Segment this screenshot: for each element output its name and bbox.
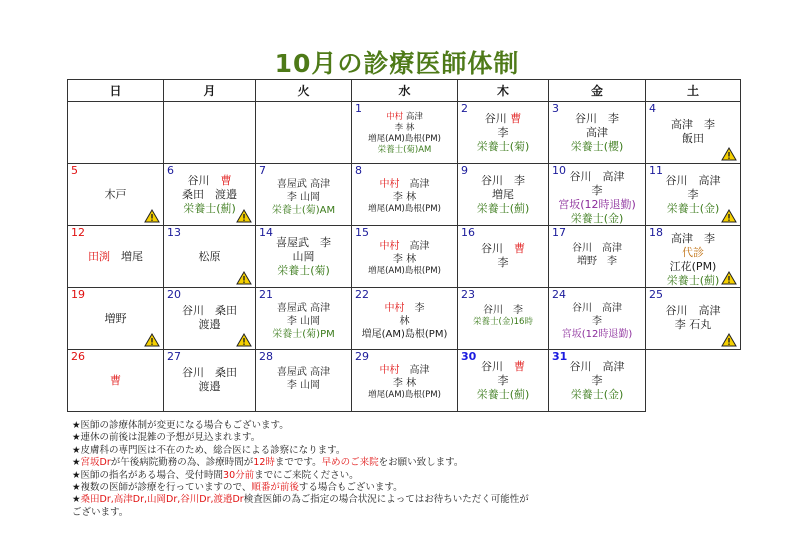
- day-number: 5: [71, 164, 78, 177]
- calendar-day-cell: [68, 350, 164, 412]
- note-text: 12時: [253, 457, 275, 469]
- cell-text: 高津: [399, 179, 430, 190]
- cell-line: [256, 178, 351, 191]
- warning-icon: [236, 208, 252, 222]
- cell-line: [352, 302, 457, 315]
- weekday-fri: 金: [549, 80, 646, 102]
- day-number: 1: [355, 102, 362, 115]
- cell-text: 李 林: [392, 378, 417, 389]
- day-number: 24: [552, 288, 566, 301]
- cell-line: [549, 140, 645, 154]
- cell-text: 増尾(AM)島根(PM): [368, 266, 441, 276]
- cell-line: [458, 126, 548, 140]
- cell-text: 栄養士(菊): [277, 264, 330, 277]
- cell-line: [646, 232, 740, 246]
- cell-text: 李: [591, 184, 603, 197]
- cell-text: 栄養士(薊): [666, 274, 720, 287]
- calendar-week-row: [68, 350, 741, 412]
- day-number: 15: [355, 226, 369, 239]
- cell-text: 李 山岡: [286, 316, 321, 327]
- day-number: 10: [552, 164, 566, 177]
- calendar-day-cell: [352, 226, 458, 288]
- note-text: 早めのご来院: [321, 457, 379, 469]
- cell-line: [458, 202, 548, 216]
- day-number: 26: [71, 350, 85, 363]
- cell-line: [68, 188, 163, 202]
- day-number: 13: [167, 226, 181, 239]
- warning-icon: [721, 332, 737, 346]
- cell-text: 渡邉: [198, 318, 221, 331]
- cell-line: [458, 256, 548, 270]
- cell-text: 李: [687, 188, 699, 201]
- cell-text: 李: [591, 374, 603, 387]
- cell-text: 谷川: [187, 174, 221, 187]
- note-text: する場合もございます。: [298, 482, 403, 494]
- cell-text: 谷川 桑田: [182, 366, 237, 379]
- note-text: ★皮膚科の専門医は不在のため、総合医による診察になります。: [72, 444, 346, 456]
- note-text: ★医師の診療体制が変更になる場合もございます。: [72, 420, 289, 431]
- calendar-day-cell: [352, 102, 458, 164]
- page-title: 10月の診療医師体制: [274, 49, 520, 78]
- note-text: 30分前: [223, 469, 255, 481]
- cell-line: [549, 360, 645, 374]
- cell-line: [458, 174, 548, 188]
- calendar-day-cell: [256, 164, 352, 226]
- cell-line: [256, 236, 351, 250]
- cell-text: 栄養士(薊): [183, 202, 236, 215]
- cell-text: 代診: [682, 246, 704, 259]
- cell-text: 栄養士(金): [570, 388, 624, 401]
- cell-text: 谷川 李: [481, 174, 525, 187]
- cell-text: 谷川 李: [483, 305, 523, 316]
- day-number: 27: [167, 350, 181, 363]
- weekday-tue: 火: [256, 80, 352, 102]
- calendar-day-cell: [164, 226, 256, 288]
- cell-text: 高津 李: [671, 232, 715, 245]
- cell-text: 栄養士(金): [570, 212, 624, 225]
- cell-line: [352, 377, 457, 390]
- note-line: [72, 445, 772, 457]
- cell-line: [352, 178, 457, 191]
- cell-text: 宮坂(12時退勤): [561, 329, 633, 340]
- cell-line: [256, 302, 351, 315]
- calendar-week-row: [68, 102, 741, 164]
- calendar-day-cell: [68, 102, 164, 164]
- cell-text: 増野: [104, 312, 127, 325]
- cell-text: 谷川 桑田: [182, 304, 237, 317]
- cell-text: 中村: [384, 303, 405, 314]
- cell-line: [352, 134, 457, 145]
- cell-text: 曹: [514, 360, 525, 373]
- cell-line: [352, 266, 457, 277]
- day-number: 12: [71, 226, 85, 239]
- note-text: までにご来院ください。: [254, 469, 359, 481]
- calendar-table: [67, 79, 741, 412]
- day-number: 22: [355, 288, 369, 301]
- cell-text: 李: [404, 303, 425, 314]
- cell-text: 増尾: [110, 250, 143, 263]
- warning-icon: [144, 332, 160, 346]
- cell-text: 谷川 李: [575, 112, 619, 125]
- calendar-day-cell: [458, 164, 549, 226]
- calendar-week-row: [68, 164, 741, 226]
- cell-text: 栄養士(菊): [476, 140, 530, 153]
- cell-line: [549, 198, 645, 212]
- cell-text: 栄養士(櫻): [570, 140, 624, 153]
- day-number: 28: [259, 350, 273, 363]
- note-text: 桑田Dr,高津Dr,山岡Dr,谷川Dr,渡邉Dr: [80, 494, 244, 506]
- cell-line: [352, 145, 457, 156]
- cell-text: 増尾(AM)島根(PM): [361, 329, 448, 340]
- cell-text: 谷川 高津: [665, 174, 721, 187]
- cell-text: 宮坂(12時退勤): [558, 198, 636, 211]
- calendar-day-cell: [458, 288, 549, 350]
- cell-text: 増尾(AM)島根(PM): [368, 390, 441, 400]
- cell-text: 増野 李: [577, 256, 617, 267]
- calendar-day-cell: [68, 164, 164, 226]
- calendar-day-cell: [549, 226, 646, 288]
- cell-text: 谷川 高津: [569, 360, 625, 373]
- cell-line: [256, 379, 351, 392]
- cell-text: 谷川: [481, 360, 514, 373]
- cell-line: [164, 318, 255, 332]
- cell-line: [458, 188, 548, 202]
- cell-line: [352, 364, 457, 377]
- cell-line: [549, 112, 645, 126]
- cell-text: 林: [399, 316, 410, 327]
- calendar-day-cell: [458, 226, 549, 288]
- day-number: 21: [259, 288, 273, 301]
- day-number: 8: [355, 164, 362, 177]
- cell-line: [458, 242, 548, 256]
- note-text: ★連休の前後は混雑の予想が見込まれます。: [72, 432, 261, 444]
- cell-text: 曹: [220, 174, 232, 187]
- calendar-day-cell: [164, 350, 256, 412]
- day-number: 7: [259, 164, 266, 177]
- calendar-day-cell: [256, 226, 352, 288]
- calendar-day-cell: [352, 350, 458, 412]
- cell-text: 中村: [379, 365, 400, 376]
- note-text: をお願い致します。: [378, 457, 464, 469]
- cell-line: [646, 246, 740, 260]
- cell-line: [352, 112, 457, 123]
- cell-text: 高津: [399, 241, 430, 252]
- calendar-day-cell: [549, 350, 646, 412]
- cell-text: 谷川: [484, 112, 511, 125]
- note-line: [72, 494, 772, 506]
- cell-text: 中村: [379, 179, 400, 190]
- day-number: 17: [552, 226, 566, 239]
- cell-line: [549, 302, 645, 315]
- cell-text: 高津: [403, 112, 423, 122]
- cell-line: [458, 112, 548, 126]
- calendar-day-cell: [164, 288, 256, 350]
- cell-line: [549, 328, 645, 341]
- calendar-day-cell: [164, 164, 256, 226]
- calendar-week-row: [68, 226, 741, 288]
- calendar-day-cell: [646, 102, 741, 164]
- cell-text: 栄養士(金)16時: [473, 317, 533, 327]
- cell-text: 栄養士(菊)PM: [272, 329, 335, 340]
- day-number: 6: [167, 164, 174, 177]
- cell-line: [458, 140, 548, 154]
- calendar-day-cell: [256, 102, 352, 164]
- cell-line: [164, 366, 255, 380]
- cell-line: [256, 366, 351, 379]
- day-number: 16: [461, 226, 475, 239]
- cell-text: 李 林: [392, 192, 417, 203]
- cell-line: [256, 250, 351, 264]
- cell-line: [352, 315, 457, 328]
- cell-line: [68, 374, 163, 388]
- note-text: ★医師の指名がある場合、受付時間: [72, 469, 224, 481]
- note-text: 順番が前後: [251, 482, 299, 494]
- cell-line: [256, 328, 351, 341]
- weekday-sat: 土: [646, 80, 741, 102]
- note-text: 検査医師の為ご指定の場合状況によってはお待ちいただく可能性が: [243, 494, 529, 506]
- cell-line: [646, 174, 740, 188]
- cell-line: [68, 250, 163, 264]
- cell-text: 栄養士(菊)AM: [377, 145, 432, 155]
- calendar-day-cell: [549, 102, 646, 164]
- note-line: [72, 482, 772, 494]
- cell-text: 谷川 高津: [572, 303, 622, 314]
- day-number: 18: [649, 226, 663, 239]
- day-number: 30: [461, 350, 477, 363]
- cell-text: 李 林: [394, 123, 415, 133]
- cell-text: 谷川 高津: [569, 170, 625, 183]
- cell-text: 増尾: [492, 188, 514, 201]
- day-number: 2: [461, 102, 468, 115]
- cell-line: [549, 242, 645, 255]
- note-line: [72, 457, 772, 469]
- cell-text: 李 山岡: [286, 192, 321, 203]
- calendar-day-cell: [68, 226, 164, 288]
- cell-text: 栄養士(薊): [476, 388, 530, 401]
- cell-line: [646, 118, 740, 132]
- weekday-wed: 水: [352, 80, 458, 102]
- cell-line: [164, 250, 255, 264]
- notes-section: [72, 420, 772, 519]
- weekday-thu: 木: [458, 80, 549, 102]
- cell-line: [549, 374, 645, 388]
- cell-line: [164, 174, 255, 188]
- cell-text: 曹: [110, 374, 121, 387]
- note-text: が午後病院勤務の為、診療時間が: [110, 457, 254, 469]
- cell-text: 木戸: [104, 188, 127, 201]
- note-text: 宮坂Dr: [80, 457, 111, 469]
- note-line: [72, 420, 772, 432]
- calendar-day-cell: [646, 226, 741, 288]
- cell-text: 中村: [386, 112, 404, 122]
- cell-text: 喜屋武 高津: [276, 367, 331, 378]
- weekday-sun: 日: [68, 80, 164, 102]
- cell-text: 喜屋武 高津: [276, 303, 331, 314]
- cell-line: [164, 188, 255, 202]
- day-number: 25: [649, 288, 663, 301]
- cell-text: 曹: [514, 242, 525, 255]
- cell-text: 谷川 高津: [665, 304, 721, 317]
- cell-text: 李 石丸: [674, 318, 712, 331]
- calendar-day-cell: [256, 350, 352, 412]
- calendar-day-cell: [458, 350, 549, 412]
- cell-text: 喜屋武 高津: [276, 179, 331, 190]
- weekday-header-row: [68, 80, 741, 102]
- day-number: 19: [71, 288, 85, 301]
- cell-text: 谷川: [481, 242, 514, 255]
- cell-line: [256, 315, 351, 328]
- cell-text: 李 山岡: [286, 380, 321, 391]
- day-number: 20: [167, 288, 181, 301]
- cell-text: 栄養士(菊)AM: [271, 205, 336, 216]
- cell-text: 中村: [379, 241, 400, 252]
- cell-text: 李: [497, 374, 509, 387]
- cell-text: 曹: [510, 112, 522, 125]
- note-text: までです。: [274, 457, 322, 469]
- day-number: 9: [461, 164, 468, 177]
- calendar-day-cell: [164, 102, 256, 164]
- cell-line: [646, 304, 740, 318]
- cell-line: [352, 390, 457, 401]
- day-number: 31: [552, 350, 568, 363]
- note-text: ★複数の医師が診療を行っていますので、: [72, 482, 252, 494]
- cell-text: 高津: [586, 126, 608, 139]
- weekday-mon: 月: [164, 80, 256, 102]
- cell-line: [549, 388, 645, 402]
- cell-text: 渡邉: [198, 380, 221, 393]
- note-text: ★: [72, 457, 81, 469]
- cell-text: 松原: [198, 250, 221, 263]
- cell-line: [256, 191, 351, 204]
- cell-line: [352, 123, 457, 134]
- cell-text: 李 林: [392, 254, 417, 265]
- note-text: ございます。: [72, 506, 129, 518]
- warning-icon: [721, 146, 737, 160]
- calendar-day-cell: [352, 288, 458, 350]
- cell-text: 田渕: [88, 250, 110, 263]
- day-number: 3: [552, 102, 559, 115]
- note-line: [72, 470, 772, 482]
- cell-text: 栄養士(薊): [476, 202, 530, 215]
- cell-text: 李: [592, 316, 602, 327]
- day-number: 4: [649, 102, 656, 115]
- cell-text: 栄養士(金): [666, 202, 720, 215]
- cell-line: [549, 255, 645, 268]
- cell-line: [256, 204, 351, 217]
- cell-text: 谷川 高津: [572, 243, 622, 254]
- cell-text: 江花(PM): [669, 260, 717, 273]
- calendar-day-cell: [256, 288, 352, 350]
- cell-line: [68, 312, 163, 326]
- warning-icon: [236, 270, 252, 284]
- cell-line: [458, 317, 548, 328]
- cell-text: 喜屋武 李: [276, 236, 331, 249]
- day-number: 23: [461, 288, 475, 301]
- cell-line: [352, 191, 457, 204]
- cell-line: [549, 126, 645, 140]
- calendar-day-cell: [646, 288, 741, 350]
- calendar-day-cell: [646, 164, 741, 226]
- day-number: 11: [649, 164, 663, 177]
- cell-line: [164, 304, 255, 318]
- cell-text: 増尾(AM)島根(PM): [368, 204, 441, 214]
- cell-line: [458, 304, 548, 317]
- cell-line: [164, 380, 255, 394]
- day-number: 14: [259, 226, 273, 239]
- cell-line: [458, 360, 548, 374]
- cell-line: [352, 328, 457, 341]
- calendar-day-cell: [68, 288, 164, 350]
- warning-icon: [721, 270, 737, 284]
- empty-cell: [646, 350, 741, 412]
- calendar-day-cell: [352, 164, 458, 226]
- cell-line: [646, 318, 740, 332]
- calendar-week-row: [68, 288, 741, 350]
- cell-line: [549, 170, 645, 184]
- warning-icon: [236, 332, 252, 346]
- note-text: ★: [72, 494, 81, 506]
- cell-text: 飯田: [682, 132, 704, 145]
- cell-text: 高津 李: [671, 118, 715, 131]
- day-number: 29: [355, 350, 369, 363]
- cell-line: [646, 132, 740, 146]
- cell-line: [352, 204, 457, 215]
- cell-line: [549, 184, 645, 198]
- cell-text: 李: [497, 126, 509, 139]
- cell-text: 山岡: [292, 250, 315, 263]
- cell-text: 桑田 渡邉: [182, 188, 237, 201]
- note-line: [72, 432, 772, 444]
- cell-text: 李: [497, 256, 509, 269]
- calendar-day-cell: [549, 164, 646, 226]
- cell-line: [549, 212, 645, 225]
- cell-line: [352, 253, 457, 266]
- calendar-day-cell: [549, 288, 646, 350]
- cell-line: [256, 264, 351, 278]
- cell-line: [352, 240, 457, 253]
- cell-line: [458, 388, 548, 402]
- warning-icon: [721, 208, 737, 222]
- calendar-day-cell: [458, 102, 549, 164]
- cell-line: [458, 374, 548, 388]
- cell-text: 増尾(AM)島根(PM): [368, 134, 441, 144]
- note-line: [72, 507, 772, 519]
- cell-line: [646, 188, 740, 202]
- warning-icon: [144, 208, 160, 222]
- cell-text: 高津: [399, 365, 430, 376]
- cell-line: [549, 315, 645, 328]
